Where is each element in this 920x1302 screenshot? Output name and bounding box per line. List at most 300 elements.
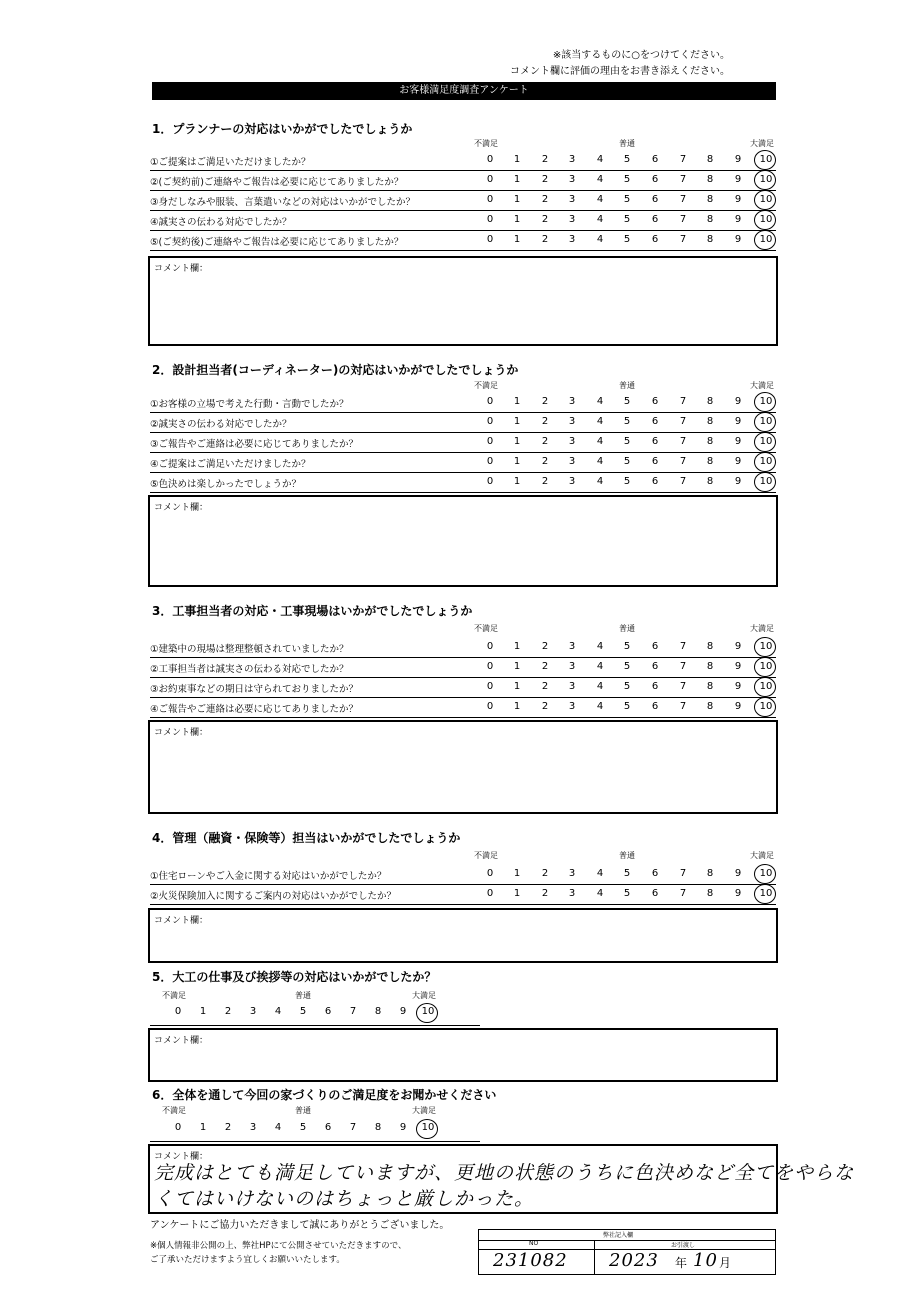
rating-option-5[interactable]: 5 — [623, 888, 631, 899]
rating-option-8[interactable]: 8 — [374, 1006, 382, 1017]
rating-option-1[interactable]: 1 — [513, 214, 521, 225]
rating-option-8[interactable]: 8 — [706, 214, 714, 225]
rating-option-6[interactable]: 6 — [651, 681, 659, 692]
rating-option-1[interactable]: 1 — [513, 234, 521, 245]
rating-option-7[interactable]: 7 — [679, 701, 687, 712]
rating-option-7[interactable]: 7 — [679, 476, 687, 487]
rating-option-6[interactable]: 6 — [651, 436, 659, 447]
scale-mid-label: 普通 — [295, 1106, 311, 1115]
rating-option-9[interactable]: 9 — [734, 868, 742, 879]
rating-option-4[interactable]: 4 — [596, 396, 604, 407]
question-row — [150, 452, 776, 473]
rating-option-9[interactable]: 9 — [399, 1122, 407, 1133]
rating-option-9[interactable]: 9 — [734, 396, 742, 407]
rating-option-4[interactable]: 4 — [596, 436, 604, 447]
selected-rating-circle — [754, 230, 776, 250]
selected-rating-circle — [754, 170, 776, 190]
question-text: ④誠実さの伝わる対応でしたか？ — [150, 217, 292, 228]
rating-option-7[interactable]: 7 — [679, 661, 687, 672]
rating-option-9[interactable]: 9 — [734, 436, 742, 447]
rating-option-8[interactable]: 8 — [706, 661, 714, 672]
question-row — [150, 697, 776, 718]
selected-rating-circle — [416, 1003, 438, 1023]
rating-option-4[interactable]: 4 — [596, 476, 604, 487]
question-text: ⑤(ご契約後)ご連絡やご報告は必要に応じてありましたか？ — [150, 237, 404, 248]
rating-option-8[interactable]: 8 — [706, 436, 714, 447]
rating-option-10[interactable]: 10 — [759, 396, 773, 407]
comment-box[interactable] — [148, 256, 778, 346]
comment-label: コメント欄： — [154, 503, 209, 513]
question-row — [150, 150, 776, 171]
scale-high-label: 大満足 — [412, 991, 436, 1000]
rating-option-8[interactable]: 8 — [706, 641, 714, 652]
scale-mid-label: 普通 — [619, 139, 635, 148]
question-text: ③お約束事などの期日は守られておりましたか？ — [150, 684, 359, 695]
rating-option-9[interactable]: 9 — [734, 681, 742, 692]
rating-option-1[interactable]: 1 — [513, 701, 521, 712]
scale-high-label: 大満足 — [750, 381, 774, 390]
rating-option-8[interactable]: 8 — [706, 476, 714, 487]
rating-option-8[interactable]: 8 — [706, 456, 714, 467]
rating-option-3[interactable]: 3 — [568, 234, 576, 245]
rating-option-0[interactable]: 0 — [486, 888, 494, 899]
rating-option-7[interactable]: 7 — [679, 681, 687, 692]
selected-rating-circle — [754, 190, 776, 210]
question-text: ②(ご契約前)ご連絡やご報告は必要に応じてありましたか？ — [150, 177, 404, 188]
rating-option-0[interactable]: 0 — [486, 701, 494, 712]
scale-mid-label: 普通 — [619, 624, 635, 633]
rating-option-10[interactable]: 10 — [759, 888, 773, 899]
question-text: ②工事担当者は誠実さの伝わる対応でしたか？ — [150, 664, 349, 675]
rating-option-0[interactable]: 0 — [486, 661, 494, 672]
rating-option-9[interactable]: 9 — [734, 194, 742, 205]
rating-option-6[interactable]: 6 — [651, 476, 659, 487]
rating-option-8[interactable]: 8 — [706, 701, 714, 712]
scale-high-label: 大満足 — [412, 1106, 436, 1115]
rating-option-2[interactable]: 2 — [541, 416, 549, 427]
rating-option-0[interactable]: 0 — [486, 234, 494, 245]
rating-option-1[interactable]: 1 — [513, 396, 521, 407]
rating-option-0[interactable]: 0 — [486, 641, 494, 652]
rating-option-8[interactable]: 8 — [706, 174, 714, 185]
rating-scale — [0, 1122, 920, 1142]
rating-option-1[interactable]: 1 — [513, 888, 521, 899]
rating-option-7[interactable]: 7 — [679, 214, 687, 225]
selected-rating-circle — [754, 697, 776, 717]
question-text: ③身だしなみや服装、言葉遣いなどの対応はいかがでしたか？ — [150, 197, 416, 208]
rating-option-0[interactable]: 0 — [486, 194, 494, 205]
section-title: 4．管理（融資・保険等）担当はいかがでしたでしょうか — [152, 831, 461, 845]
question-text: ⑤色決めは楽しかったでしょうか？ — [150, 479, 302, 490]
rating-option-10[interactable]: 10 — [759, 661, 773, 672]
handwritten-comment-line: 完成はとても満足していますが、更地の状態のうちに色決めなど全てをやらな — [154, 1162, 855, 1184]
rating-option-4[interactable]: 4 — [596, 194, 604, 205]
rating-option-7[interactable]: 7 — [679, 888, 687, 899]
rating-option-2[interactable]: 2 — [541, 396, 549, 407]
rating-option-4[interactable]: 4 — [596, 868, 604, 879]
rating-option-0[interactable]: 0 — [486, 681, 494, 692]
rating-option-4[interactable]: 4 — [274, 1122, 282, 1133]
rating-option-10[interactable]: 10 — [759, 174, 773, 185]
comment-label: コメント欄： — [154, 1036, 209, 1046]
rating-option-2[interactable]: 2 — [541, 681, 549, 692]
rating-option-6[interactable]: 6 — [324, 1122, 332, 1133]
rating-option-8[interactable]: 8 — [706, 234, 714, 245]
scale-mid-label: 普通 — [295, 991, 311, 1000]
scale-high-label: 大満足 — [750, 851, 774, 860]
question-text: ④ご報告やご連絡は必要に応じてありましたか？ — [150, 704, 359, 715]
comment-label: コメント欄： — [154, 728, 209, 738]
rating-option-4[interactable]: 4 — [596, 174, 604, 185]
rating-option-2[interactable]: 2 — [541, 476, 549, 487]
rating-option-1[interactable]: 1 — [513, 194, 521, 205]
rating-option-7[interactable]: 7 — [349, 1122, 357, 1133]
thanks-message: アンケートにご協力いただきまして誠にありがとうございました。 — [150, 1220, 450, 1231]
rating-option-1[interactable]: 1 — [513, 641, 521, 652]
rating-option-2[interactable]: 2 — [224, 1006, 232, 1017]
question-text: ③ご報告やご連絡は必要に応じてありましたか？ — [150, 439, 359, 450]
rating-option-5[interactable]: 5 — [623, 194, 631, 205]
selected-rating-circle — [754, 864, 776, 884]
rating-option-2[interactable]: 2 — [541, 868, 549, 879]
rating-option-0[interactable]: 0 — [486, 154, 494, 165]
selected-rating-circle — [754, 884, 776, 904]
rating-option-5[interactable]: 5 — [623, 214, 631, 225]
selected-rating-circle — [754, 677, 776, 697]
rating-option-3[interactable]: 3 — [568, 194, 576, 205]
rating-option-2[interactable]: 2 — [541, 661, 549, 672]
rating-option-10[interactable]: 10 — [759, 701, 773, 712]
rating-option-1[interactable]: 1 — [513, 154, 521, 165]
rating-option-4[interactable]: 4 — [596, 234, 604, 245]
question-row — [150, 677, 776, 698]
rating-option-2[interactable]: 2 — [541, 174, 549, 185]
disclaimer-line-2: ご了承いただけますよう宜しくお願いいたします。 — [150, 1255, 345, 1265]
scale-high-label: 大満足 — [750, 139, 774, 148]
comment-label: コメント欄： — [154, 1152, 209, 1162]
rating-option-3[interactable]: 3 — [568, 476, 576, 487]
rating-option-7[interactable]: 7 — [679, 194, 687, 205]
rating-option-0[interactable]: 0 — [486, 396, 494, 407]
rating-option-3[interactable]: 3 — [249, 1122, 257, 1133]
rating-option-9[interactable]: 9 — [734, 661, 742, 672]
rating-option-3[interactable]: 3 — [568, 154, 576, 165]
selected-rating-circle — [754, 210, 776, 230]
rating-option-3[interactable]: 3 — [568, 661, 576, 672]
rating-option-7[interactable]: 7 — [679, 641, 687, 652]
instruction-line-2: コメント欄に評価の理由をお書き添えください。 — [510, 66, 730, 77]
rating-option-5[interactable]: 5 — [623, 868, 631, 879]
rating-option-4[interactable]: 4 — [596, 214, 604, 225]
rating-option-3[interactable]: 3 — [568, 868, 576, 879]
rating-option-0[interactable]: 0 — [174, 1006, 182, 1017]
rating-option-0[interactable]: 0 — [486, 416, 494, 427]
rating-option-3[interactable]: 3 — [568, 456, 576, 467]
rating-option-8[interactable]: 8 — [706, 396, 714, 407]
section-title: 5．大工の仕事及び挨拶等の対応はいかがでしたか？ — [152, 970, 437, 984]
rating-option-8[interactable]: 8 — [706, 868, 714, 879]
question-row — [150, 884, 776, 905]
rating-option-0[interactable]: 0 — [486, 214, 494, 225]
rating-option-1[interactable]: 1 — [513, 868, 521, 879]
question-row — [150, 190, 776, 211]
rating-option-1[interactable]: 1 — [513, 456, 521, 467]
rating-option-9[interactable]: 9 — [734, 214, 742, 225]
question-row — [150, 170, 776, 191]
rating-option-1[interactable]: 1 — [199, 1006, 207, 1017]
rating-option-1[interactable]: 1 — [513, 416, 521, 427]
question-text: ①建築中の現場は整理整頓されていましたか？ — [150, 644, 349, 655]
rating-option-7[interactable]: 7 — [679, 396, 687, 407]
rating-option-8[interactable]: 8 — [706, 154, 714, 165]
rating-option-0[interactable]: 0 — [486, 476, 494, 487]
rating-option-9[interactable]: 9 — [734, 416, 742, 427]
rating-option-6[interactable]: 6 — [651, 396, 659, 407]
selected-rating-circle — [754, 432, 776, 452]
comment-label: コメント欄： — [154, 264, 209, 274]
rating-option-5[interactable]: 5 — [299, 1006, 307, 1017]
rating-option-6[interactable]: 6 — [651, 194, 659, 205]
rating-option-7[interactable]: 7 — [679, 154, 687, 165]
rating-option-8[interactable]: 8 — [706, 416, 714, 427]
rating-option-0[interactable]: 0 — [486, 868, 494, 879]
rating-option-7[interactable]: 7 — [679, 416, 687, 427]
no-label: NO — [529, 1240, 539, 1247]
rating-option-9[interactable]: 9 — [399, 1006, 407, 1017]
question-text: ①ご提案はご満足いただけましたか？ — [150, 157, 311, 168]
rating-option-6[interactable]: 6 — [651, 416, 659, 427]
comment-box[interactable] — [148, 908, 778, 963]
rating-option-6[interactable]: 6 — [651, 174, 659, 185]
instruction-line-1: ※該当するものに○をつけてください。 — [552, 50, 730, 61]
handwritten-comment-line: くてはいけないのはちょっと厳しかった。 — [154, 1188, 535, 1210]
rating-option-4[interactable]: 4 — [596, 681, 604, 692]
rating-option-2[interactable]: 2 — [541, 641, 549, 652]
rating-option-10[interactable]: 10 — [759, 641, 773, 652]
rating-option-5[interactable]: 5 — [299, 1122, 307, 1133]
delivery-label: お引渡し — [671, 1242, 696, 1249]
rating-option-5[interactable]: 5 — [623, 436, 631, 447]
rating-option-10[interactable]: 10 — [421, 1122, 435, 1133]
rating-option-3[interactable]: 3 — [249, 1006, 257, 1017]
rating-option-2[interactable]: 2 — [541, 701, 549, 712]
scale-low-label: 不満足 — [474, 624, 498, 633]
rating-option-1[interactable]: 1 — [513, 436, 521, 447]
rating-option-3[interactable]: 3 — [568, 681, 576, 692]
question-row — [150, 864, 776, 885]
rating-option-3[interactable]: 3 — [568, 214, 576, 225]
rating-option-0[interactable]: 0 — [486, 436, 494, 447]
rating-option-7[interactable]: 7 — [679, 436, 687, 447]
question-row — [150, 230, 776, 251]
comment-label: コメント欄： — [154, 916, 209, 926]
rating-option-10[interactable]: 10 — [759, 456, 773, 467]
section-title: 1．プランナーの対応はいかがでしたでしょうか — [152, 122, 413, 136]
question-row — [150, 412, 776, 433]
rating-option-6[interactable]: 6 — [651, 234, 659, 245]
question-row — [150, 432, 776, 453]
scale-high-label: 大満足 — [750, 624, 774, 633]
rating-option-1[interactable]: 1 — [513, 174, 521, 185]
question-text: ①住宅ローンやご入金に関する対応はいかがでしたか？ — [150, 871, 387, 882]
delivery-month: 10 — [693, 1250, 718, 1271]
selected-rating-circle — [754, 637, 776, 657]
selected-rating-circle — [754, 472, 776, 492]
rating-option-6[interactable]: 6 — [651, 641, 659, 652]
rating-option-5[interactable]: 5 — [623, 661, 631, 672]
scale-underline — [150, 1141, 480, 1142]
rating-option-1[interactable]: 1 — [199, 1122, 207, 1133]
rating-option-5[interactable]: 5 — [623, 681, 631, 692]
rating-scale — [0, 1006, 920, 1026]
rating-option-10[interactable]: 10 — [759, 681, 773, 692]
disclaimer-line-1: ※個人情報非公開の上、弊社HPにて公開させていただきますので、 — [150, 1241, 407, 1251]
rating-option-0[interactable]: 0 — [486, 456, 494, 467]
rating-option-3[interactable]: 3 — [568, 641, 576, 652]
rating-option-5[interactable]: 5 — [623, 456, 631, 467]
rating-option-3[interactable]: 3 — [568, 174, 576, 185]
rating-option-10[interactable]: 10 — [759, 868, 773, 879]
rating-option-9[interactable]: 9 — [734, 476, 742, 487]
rating-option-5[interactable]: 5 — [623, 701, 631, 712]
question-text: ④ご提案はご満足いただけましたか？ — [150, 459, 311, 470]
scale-mid-label: 普通 — [619, 851, 635, 860]
rating-option-2[interactable]: 2 — [541, 436, 549, 447]
rating-option-6[interactable]: 6 — [651, 456, 659, 467]
rating-option-7[interactable]: 7 — [679, 174, 687, 185]
rating-option-8[interactable]: 8 — [706, 888, 714, 899]
rating-option-5[interactable]: 5 — [623, 234, 631, 245]
rating-option-4[interactable]: 4 — [596, 641, 604, 652]
month-unit: 月 — [719, 1256, 732, 1270]
rating-option-3[interactable]: 3 — [568, 701, 576, 712]
rating-option-3[interactable]: 3 — [568, 416, 576, 427]
rating-option-4[interactable]: 4 — [596, 456, 604, 467]
rating-option-8[interactable]: 8 — [374, 1122, 382, 1133]
survey-title: お客様満足度調査アンケート — [152, 82, 776, 100]
no-value: 231082 — [493, 1250, 568, 1271]
rating-option-9[interactable]: 9 — [734, 701, 742, 712]
rating-option-1[interactable]: 1 — [513, 681, 521, 692]
rating-option-0[interactable]: 0 — [486, 174, 494, 185]
comment-box[interactable] — [148, 1144, 855, 1214]
rating-option-6[interactable]: 6 — [651, 868, 659, 879]
question-row — [150, 657, 776, 678]
rating-option-5[interactable]: 5 — [623, 641, 631, 652]
rating-option-7[interactable]: 7 — [679, 234, 687, 245]
question-row — [150, 210, 776, 231]
scale-low-label: 不満足 — [474, 139, 498, 148]
rating-option-10[interactable]: 10 — [759, 194, 773, 205]
rating-option-9[interactable]: 9 — [734, 641, 742, 652]
comment-box[interactable] — [148, 1028, 778, 1082]
rating-option-7[interactable]: 7 — [679, 868, 687, 879]
rating-option-10[interactable]: 10 — [759, 476, 773, 487]
rating-option-7[interactable]: 7 — [679, 456, 687, 467]
question-row — [150, 637, 776, 658]
scale-low-label: 不満足 — [162, 1106, 186, 1115]
rating-option-3[interactable]: 3 — [568, 396, 576, 407]
rating-option-5[interactable]: 5 — [623, 416, 631, 427]
question-row — [150, 472, 776, 493]
rating-option-4[interactable]: 4 — [596, 154, 604, 165]
selected-rating-circle — [754, 657, 776, 677]
rating-option-1[interactable]: 1 — [513, 661, 521, 672]
rating-option-10[interactable]: 10 — [759, 416, 773, 427]
comment-box[interactable] — [148, 720, 778, 814]
rating-option-4[interactable]: 4 — [274, 1006, 282, 1017]
rating-option-3[interactable]: 3 — [568, 888, 576, 899]
rating-option-6[interactable]: 6 — [324, 1006, 332, 1017]
rating-option-4[interactable]: 4 — [596, 416, 604, 427]
rating-option-2[interactable]: 2 — [541, 214, 549, 225]
rating-option-10[interactable]: 10 — [421, 1006, 435, 1017]
office-use-header: 弊社記入欄 — [603, 1232, 634, 1239]
rating-option-3[interactable]: 3 — [568, 436, 576, 447]
rating-option-9[interactable]: 9 — [734, 456, 742, 467]
rating-option-2[interactable]: 2 — [224, 1122, 232, 1133]
rating-option-7[interactable]: 7 — [349, 1006, 357, 1017]
rating-option-6[interactable]: 6 — [651, 888, 659, 899]
question-text: ①お客様の立場で考えた行動・言動でしたか？ — [150, 399, 349, 410]
rating-option-2[interactable]: 2 — [541, 194, 549, 205]
rating-option-2[interactable]: 2 — [541, 154, 549, 165]
rating-option-10[interactable]: 10 — [759, 214, 773, 225]
rating-option-4[interactable]: 4 — [596, 888, 604, 899]
rating-option-2[interactable]: 2 — [541, 888, 549, 899]
selected-rating-circle — [754, 150, 776, 170]
rating-option-10[interactable]: 10 — [759, 154, 773, 165]
rating-option-2[interactable]: 2 — [541, 456, 549, 467]
question-text: ②火災保険加入に関するご案内の対応はいかがでしたか？ — [150, 891, 397, 902]
comment-box[interactable] — [148, 495, 778, 587]
rating-option-8[interactable]: 8 — [706, 681, 714, 692]
rating-option-10[interactable]: 10 — [759, 234, 773, 245]
year-unit: 年 — [675, 1256, 688, 1270]
rating-option-4[interactable]: 4 — [596, 701, 604, 712]
scale-low-label: 不満足 — [474, 851, 498, 860]
rating-option-5[interactable]: 5 — [623, 174, 631, 185]
rating-option-2[interactable]: 2 — [541, 234, 549, 245]
selected-rating-circle — [754, 392, 776, 412]
section-title: 6．全体を通して今回の家づくりのご満足度をお聞かせください — [152, 1088, 497, 1102]
rating-option-6[interactable]: 6 — [651, 701, 659, 712]
rating-option-4[interactable]: 4 — [596, 661, 604, 672]
selected-rating-circle — [416, 1119, 438, 1139]
rating-option-9[interactable]: 9 — [734, 234, 742, 245]
rating-option-9[interactable]: 9 — [734, 888, 742, 899]
rating-option-5[interactable]: 5 — [623, 396, 631, 407]
rating-option-6[interactable]: 6 — [651, 154, 659, 165]
scale-mid-label: 普通 — [619, 381, 635, 390]
rating-option-9[interactable]: 9 — [734, 154, 742, 165]
rating-option-9[interactable]: 9 — [734, 174, 742, 185]
rating-option-6[interactable]: 6 — [651, 214, 659, 225]
rating-option-5[interactable]: 5 — [623, 154, 631, 165]
question-text: ②誠実さの伝わる対応でしたか？ — [150, 419, 292, 430]
scale-underline — [150, 1025, 480, 1026]
rating-option-6[interactable]: 6 — [651, 661, 659, 672]
office-use-box — [478, 1229, 776, 1275]
rating-option-8[interactable]: 8 — [706, 194, 714, 205]
rating-option-0[interactable]: 0 — [174, 1122, 182, 1133]
rating-option-5[interactable]: 5 — [623, 476, 631, 487]
scale-low-label: 不満足 — [474, 381, 498, 390]
section-title: 3．工事担当者の対応・工事現場はいかがでしたでしょうか — [152, 604, 473, 618]
rating-option-10[interactable]: 10 — [759, 436, 773, 447]
rating-option-1[interactable]: 1 — [513, 476, 521, 487]
delivery-year: 2023 — [609, 1250, 659, 1271]
